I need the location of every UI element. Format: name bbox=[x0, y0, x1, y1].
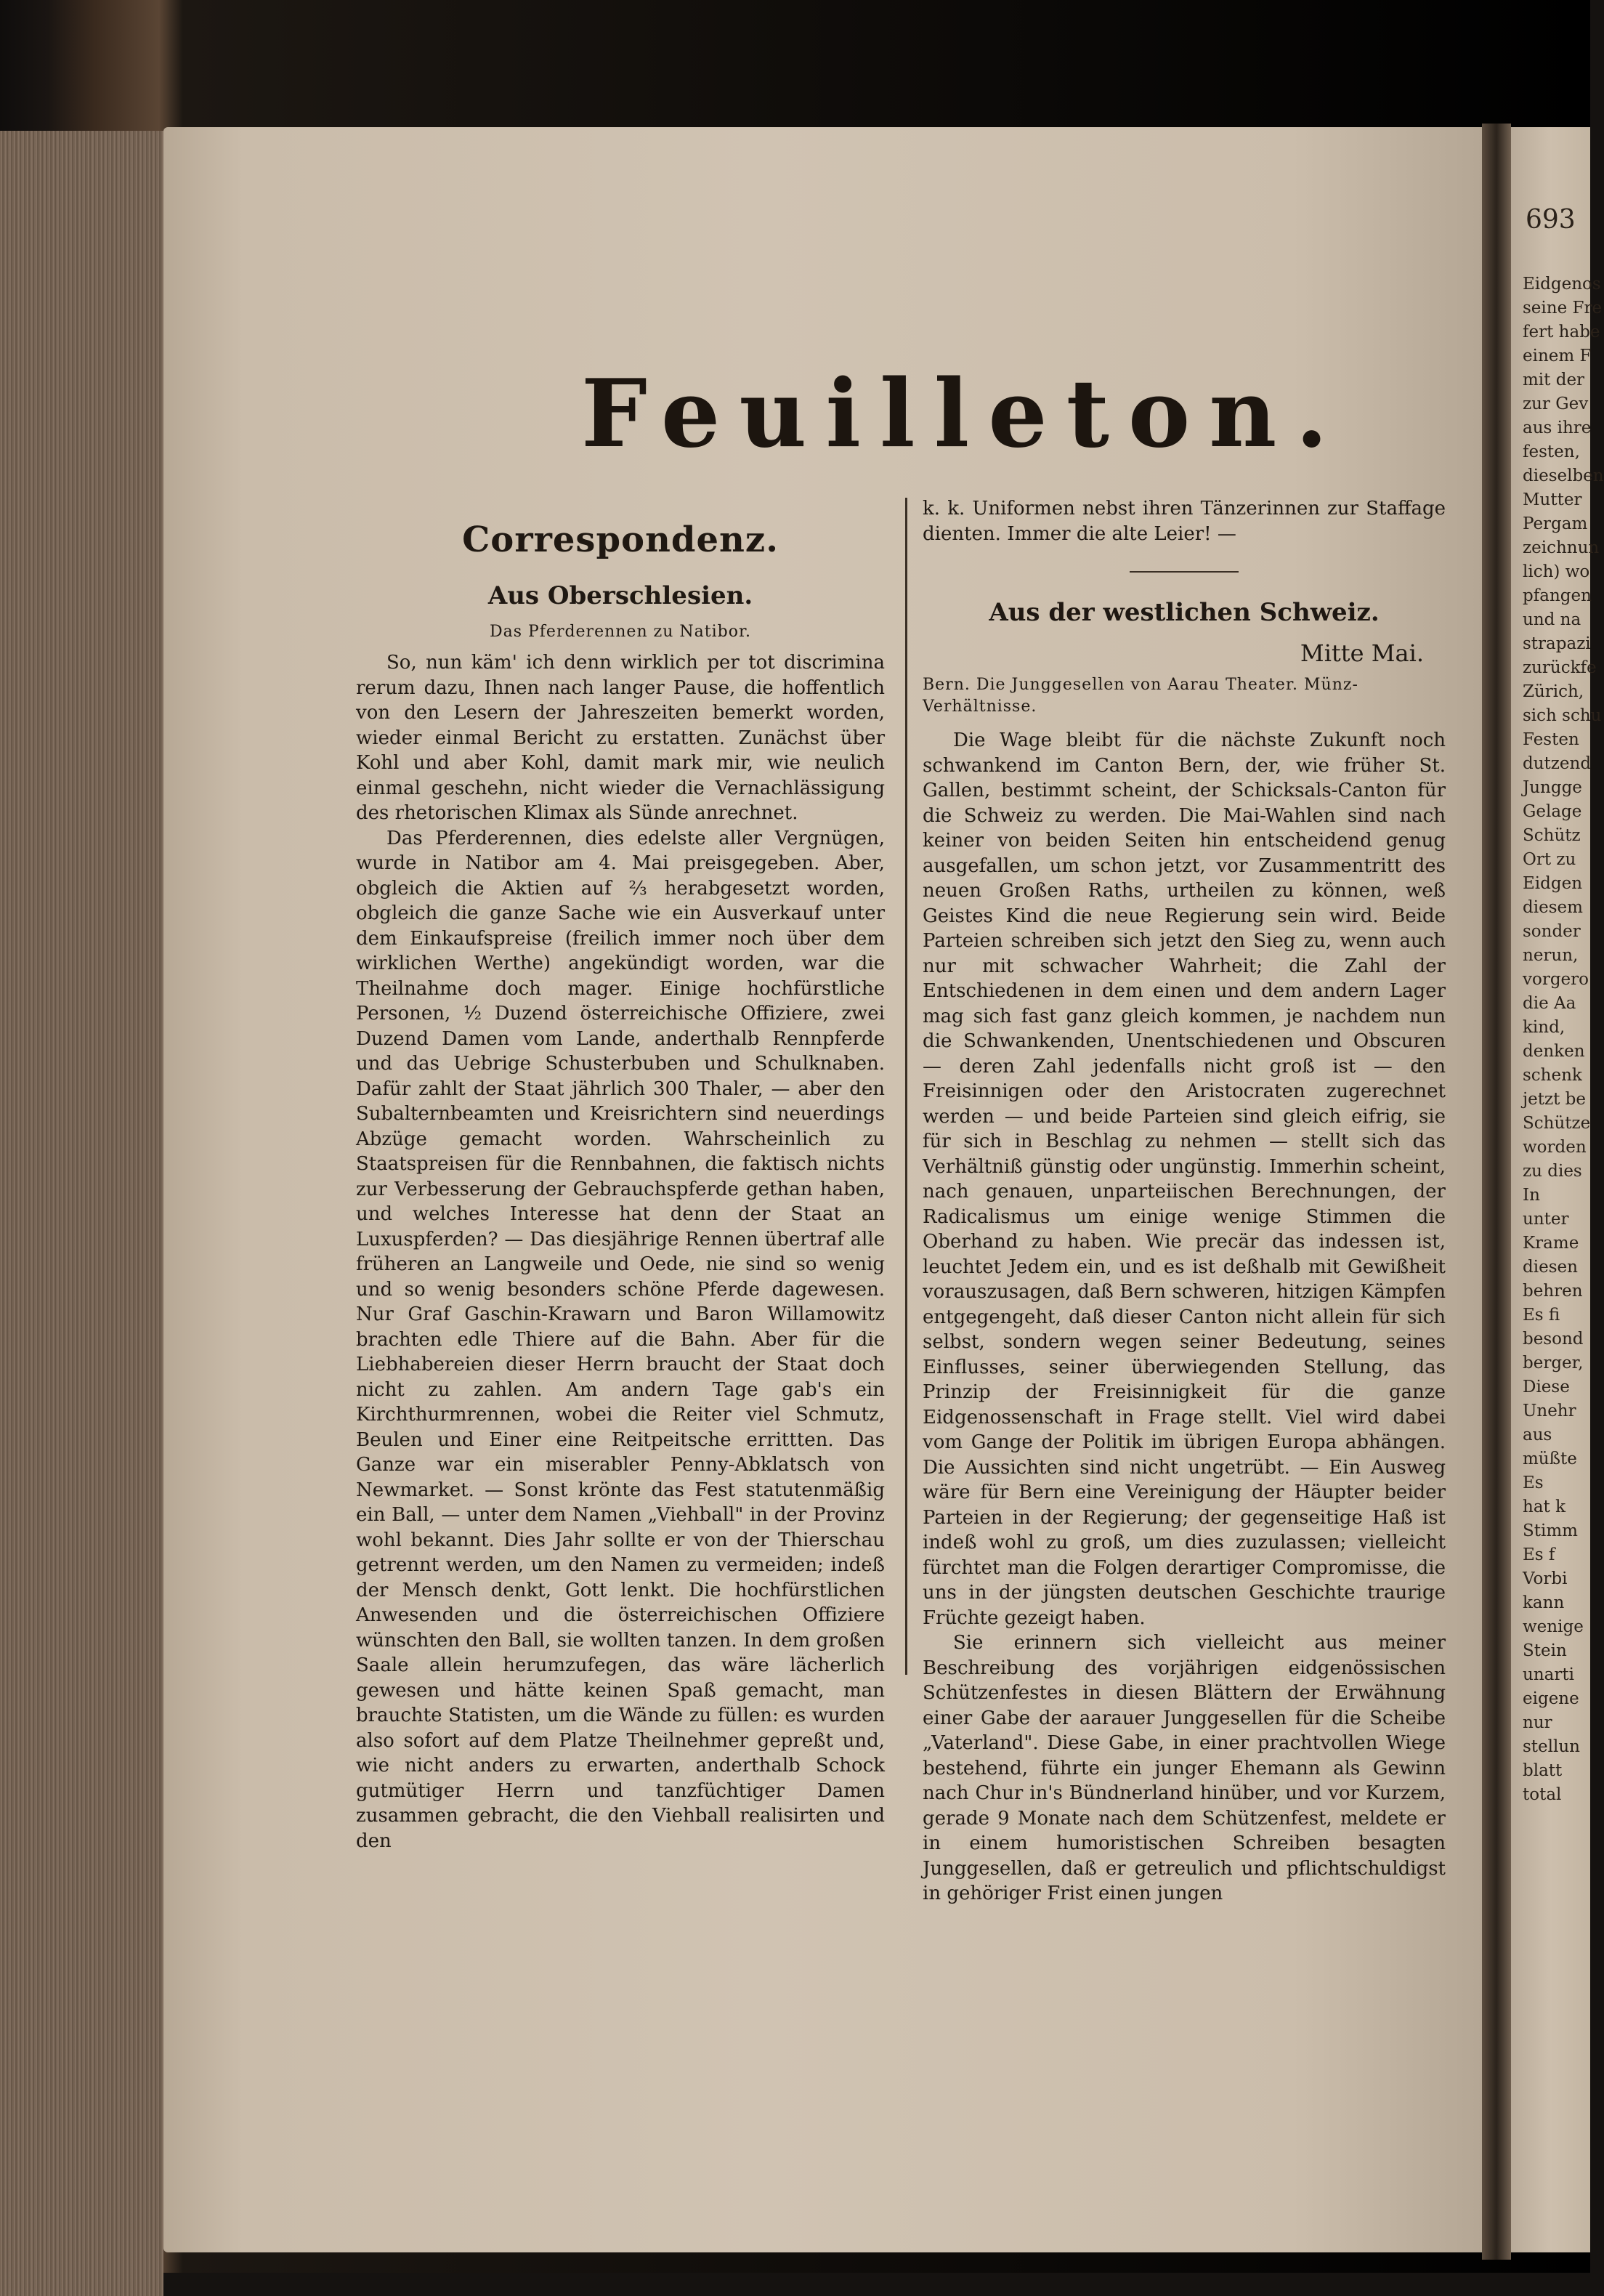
column-divider bbox=[905, 498, 907, 1675]
paragraph: Sie erinnern sich vielleicht aus meiner Beschreibung des vorjährigen eidgenössischen Schützenfestes in diesen Blättern der Erwähnung einer Gabe der aarauer Junggesellen für die Scheibe „Vaterland". Diese Gabe, in einer prachtvollen Wiege bestehend, führte ein junger Ehemann als Gewinn nach Chur in's Bündnerland hinüber, und vor Kurzem, gerade 9 Monate nach dem Schützenfest, meldete er in einem humoristischen Schreiben besagten Junggesellen, daß er getreulich und pflichtschuldigst in gehöriger Frist einen jungen bbox=[923, 1632, 1446, 1904]
carryover-paragraph: k. k. Uniformen nebst ihren Tänzerinnen zur Staffage dienten. Immer die alte Leier! — bbox=[923, 498, 1446, 545]
article-subheading: Das Pferderennen zu Natibor. bbox=[489, 623, 752, 641]
article-divider bbox=[1130, 571, 1239, 573]
article-heading-schweiz: Aus der westlichen Schweiz. bbox=[989, 598, 1380, 627]
book-fore-edge bbox=[0, 131, 163, 2296]
paragraph: Das Pferderennen, dies edelste aller Vergnügen, wurde in Natibor am 4. Mai preisgegeben. Aber, obgleich die Aktien auf ⅔ herabgesetzt worden, obgleich die ganze Sache wie ein Ausverkauf unter dem Einkaufspreise (freilich immer noch über dem wirklichen Werthe) angekündigt worden, war die Theilnahme doch mager. Einige hochfürstliche Personen, ½ Duzend österreichische Offiziere, zwei Duzend Damen vom Lande, anderthalb Rennpferde und das Uebrige Schusterbuben und Schulknaben. Dafür zahlt der Staat jährlich 300 Thaler, — aber den Subalternbeamten und Kreisrichtern sind neuerdings Abzüge gemacht worden. Wahrscheinlich zu Staatspreisen für die Rennbahnen, die faktisch nichts zur Verbesserung der Gebrauchspferde gethan haben, und welches Interesse hat denn der Staat an Luxuspferden? — Das diesjährige Rennen übertraf alle früheren an Langweile und Oede, nie sind so wenig und so wenig besonders schöne Pferde dagewesen. Nur Graf Gaschin-Krawarn und Baron Willamowitz brachten edle Thiere auf die Bahn. Aber für die Liebhabereien dieser Herrn braucht der Staat doch nicht zu zahlen. Am andern Tage gab's ein Kirchthurmrennen, wobei die Reiter viel Schmutz, Beulen und Einer eine Reitpeitsche errittten. Das Ganze war ein miserabler Penny-Abklatsch von Newmarket. — Sonst krönte das Fest statutenmäßig ein Ball, — unter dem Namen „Viehball" in der Provinz wohl bekannt. Dies Jahr sollte er von der Thierschau getrennt werden, um den Namen zu vermeiden; indeß der Mensch denkt, Gott lenkt. Die hochfürstlichen Anwesenden und die österreichischen Offiziere wünschten den Ball, sie wollten tanzen. In dem großen Saale allein herumzufegen, das wäre lächerlich gewesen und hätte keinen Spaß gemacht, man brauchte Statisten, um die Wände zu füllen: es wurden also sofort auf dem Platze Theilnehmer gepreßt und, wie nicht anders zu erwarten, anderthalb Schock gutmütiger Herrn und tanzfüchtiger Damen zusammen gebracht, die den Viehball realisirten und den bbox=[356, 827, 885, 1852]
next-page-lines: Eidgenos seine Fre fert habe einem F mit der zur Gev aus ihre festen, dieselben Mutter Pergam zeichnun lich) wo pfangen und na strapazi zurückfe Zürich, sich schu Festen dutzend Jungge Gelage Schütz Ort zu Eidgen diesem sonder nerun, vorgero die Aa kind, denken schenk jetzt be Schütze worden zu dies In unter Krame diesen behren Es fi besond berger, Diese Unehr aus müßte Es hat k Stimm Es f Vorbi kann wenige Stein unarti eigene nur stellun blatt total bbox=[1523, 275, 1604, 1804]
paragraph: Die Wage bleibt für die nächste Zukunft noch schwankend im Canton Bern, der, wie früher St. Gallen, bestimmt scheint, der Schicksals-Canton für die Schweiz zu werden. Die Mai-Wahlen sind nach keiner von beiden Seiten hin entscheidend genug ausgefallen, um schon jetzt, vor Zusammentritt des neuen Großen Raths, urtheilen zu können, weß Geistes Kind die neue Regierung sein wird. Beide Parteien schreiben sich jetzt den Sieg zu, wenn auch nur mit schwacher Wahrheit; die Zahl der Entschiedenen in dem einen und dem andern Lager mag sich fast ganz gleich kommen, je nachdem nun die Schwankenden, Unentschiedenen und Obscuren — deren Zahl jedenfalls nicht groß ist — den Freisinnigen oder den Aristocraten zugerechnet werden — und beide Parteien sind gleich eifrig, sie für sich in Beschlag zu nehmen — stellt sich das Verhältniß günstig oder ungünstig. Immerhin scheint, nach genauen, unparteiischen Berechnungen, der Radicalismus um einige wenige Stimmen die Oberhand zu haben. Wie precär das indessen ist, leuchtet Jedem ein, und es ist deßhalb mit Gewißheit vorauszusagen, daß Bern schweren, hitzigen Kämpfen entgegengeht, daß dieser Canton nicht allein für sich selbst, sondern wegen seiner Bedeutung, seines Einflusses, seiner überwiegenden Stellung, das Prinzip der Freisinnigkeit für die ganze Eidgenossenschaft in Frage stellt. Viel wird dabei vom Gange der Politik im übrigen Europa abhängen. Die Aussichten sind nicht ungetrübt. — Ein Ausweg wäre für Bern eine Vereinigung der Häupter beider Parteien in der Regierung; der gegenseitige Haß ist indeß wohl zu groß, um dies zuzulassen; vielleicht fürchtet man die Folgen derartiger Compromisse, die uns in der jüngsten deutschen Geschichte traurige Früchte gezeigt haben. bbox=[923, 729, 1446, 1629]
next-page-fragment bbox=[1511, 127, 1604, 2252]
article-heading-oberschlesien: Aus Oberschlesien. bbox=[487, 581, 753, 610]
left-column bbox=[356, 520, 885, 1854]
paragraph: So, nun käm' ich denn wirklich per tot discrimina rerum dazu, Ihnen nach langer Pause, die hoffentlich von den Lesern der Jahreszeiten bemerkt worden, wieder einmal Bericht zu erstatten. Zunächst über Kohl und aber Kohl, damit mark mir, wie neulich einmal geschehn, nicht wieder die Vernachlässigung des rhetorischen Klimax als Sünde anrechnet. bbox=[356, 652, 885, 824]
page-title: Feuilleton. bbox=[581, 360, 1347, 469]
page-number: 693 bbox=[1526, 205, 1576, 235]
article-date: Mitte Mai. bbox=[1300, 639, 1424, 667]
book-gutter bbox=[1482, 124, 1511, 2260]
article-topics: Bern. Die Junggesellen von Aarau Theater. Münz-Verhältnisse. bbox=[923, 676, 1358, 716]
section-heading: Correspondenz. bbox=[462, 520, 779, 560]
right-column bbox=[923, 496, 1446, 1907]
